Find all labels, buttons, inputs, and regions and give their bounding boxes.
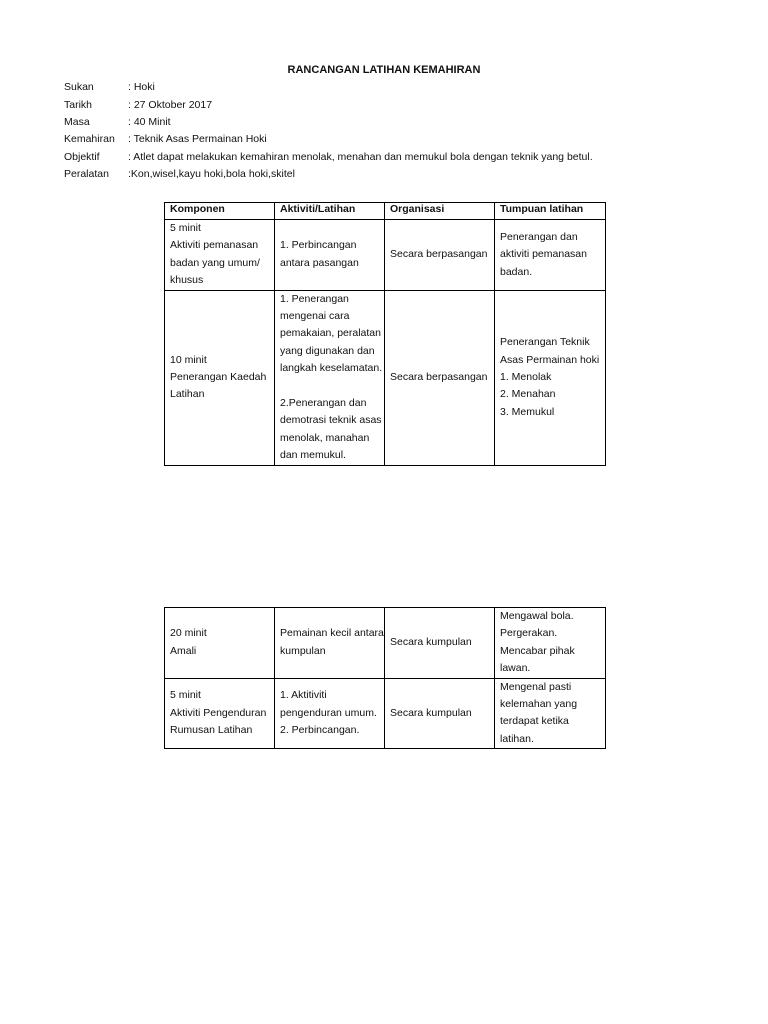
info-row-tarikh <box>64 96 593 113</box>
cell-text-line: pemakaian, peralatan <box>280 327 381 340</box>
cell-text-line: yang digunakan dan <box>280 344 375 357</box>
cell-text-line: 1. Penerangan <box>280 292 349 305</box>
cell-text-line: khusus <box>170 274 204 287</box>
cell-aktiviti <box>275 290 385 465</box>
cell-text-line: kumpulan <box>280 644 326 657</box>
header-aktiviti: Aktiviti/Latihan <box>275 203 385 220</box>
cell-tumpuan <box>495 220 606 291</box>
header-organisasi: Organisasi <box>385 203 495 220</box>
cell-text-line: 2. Perbincangan. <box>280 724 360 737</box>
info-value: :Kon,wisel,kayu hoki,bola hoki,skitel <box>128 168 295 181</box>
info-row-kemahiran <box>64 131 593 148</box>
info-label: Sukan <box>64 81 94 94</box>
cell-text-line: Amali <box>170 644 197 657</box>
cell-aktiviti <box>275 608 385 679</box>
cell-text-line: Rumusan Latihan <box>170 724 253 737</box>
cell-text-line: kelemahan yang <box>500 698 578 711</box>
cell-text-line: Latihan <box>170 388 205 401</box>
cell-text-line: 5 minit <box>170 222 201 234</box>
table-row <box>165 678 606 749</box>
info-row-peralatan <box>64 166 593 183</box>
table-row <box>165 290 606 465</box>
cell-text-line: Pergerakan. <box>500 627 558 640</box>
cell-text-line: 20 minit <box>170 627 207 640</box>
cell-aktiviti <box>275 678 385 749</box>
cell-organisasi <box>385 678 495 749</box>
cell-text-line: badan yang umum/ <box>170 256 260 269</box>
table-header-row <box>165 203 606 220</box>
info-value: : Hoki <box>128 81 155 94</box>
info-block <box>64 79 593 183</box>
cell-text-line: menolak, manahan <box>280 431 370 444</box>
cell-organisasi <box>385 290 495 465</box>
cell-text-line: Penerangan Teknik <box>500 336 590 349</box>
header-komponen: Komponen <box>165 203 275 220</box>
cell-tumpuan <box>495 678 606 749</box>
cell-tumpuan <box>495 608 606 679</box>
cell-text-line: 3. Memukul <box>500 405 555 418</box>
table-row <box>165 608 606 679</box>
info-value: : Atlet dapat melakukan kemahiran menolak, menahan dan memukul bola dengan teknik yang betul. <box>128 150 593 163</box>
cell-komponen <box>165 608 275 679</box>
cell-tumpuan <box>495 290 606 465</box>
cell-organisasi <box>385 220 495 291</box>
document-title: RANCANGAN LATIHAN KEMAHIRAN <box>287 64 481 76</box>
cell-text-line: Secara berpasangan <box>390 370 488 383</box>
cell-text-line: Asas Permainan hoki <box>500 353 600 366</box>
info-label: Tarikh <box>64 98 93 111</box>
info-label: Peralatan <box>64 168 109 181</box>
cell-text-line: antara pasangan <box>280 256 359 269</box>
info-label: Objektif <box>64 150 100 163</box>
header-tumpuan: Tumpuan latihan <box>495 203 606 220</box>
table-row <box>165 220 606 291</box>
cell-text-line: Mengawal bola. <box>500 610 574 622</box>
cell-text-line <box>280 378 379 395</box>
info-row-masa <box>64 114 593 131</box>
cell-text-line: 1. Menolak <box>500 370 552 383</box>
cell-text-line: latihan. <box>500 732 534 745</box>
cell-text-line: Penerangan Kaedah <box>170 370 267 383</box>
cell-text-line: pengenduran umum. <box>280 706 377 719</box>
cell-text-line: Mengenal pasti <box>500 680 572 693</box>
cell-text-line: 1. Perbincangan <box>280 239 357 252</box>
cell-komponen <box>165 678 275 749</box>
training-plan-table <box>164 202 606 466</box>
cell-komponen <box>165 220 275 291</box>
cell-text-line: 10 minit <box>170 353 207 366</box>
cell-text-line: Pemainan kecil antara <box>280 627 384 640</box>
info-value: : 40 Minit <box>128 115 171 128</box>
info-label: Masa <box>64 115 90 128</box>
cell-aktiviti <box>275 220 385 291</box>
cell-text-line: Aktiviti Pengenduran <box>170 706 267 719</box>
info-row-sukan <box>64 79 593 96</box>
cell-text-line: mengenai cara <box>280 310 350 323</box>
cell-komponen <box>165 290 275 465</box>
cell-text-line: Aktiviti pemanasan <box>170 239 259 252</box>
cell-text-line: lawan. <box>500 662 531 675</box>
cell-text-line: demotrasi teknik asas <box>280 414 382 427</box>
info-row-objektif <box>64 149 593 166</box>
cell-text-line: badan. <box>500 265 533 278</box>
cell-text-line: Secara kumpulan <box>390 706 472 719</box>
cell-text-line: aktiviti pemanasan <box>500 248 587 261</box>
cell-text-line: 2. Menahan <box>500 388 556 401</box>
cell-text-line: Secara berpasangan <box>390 248 488 261</box>
cell-text-line: Penerangan dan <box>500 230 578 243</box>
cell-text-line: 2.Penerangan dan <box>280 397 367 410</box>
info-value: : Teknik Asas Permainan Hoki <box>128 133 267 146</box>
cell-text-line: dan memukul. <box>280 449 346 462</box>
info-value: : 27 Oktober 2017 <box>128 98 213 111</box>
training-plan-table-continued <box>164 607 606 749</box>
cell-text-line: Mencabar pihak <box>500 644 575 657</box>
cell-text-line: langkah keselamatan. <box>280 362 383 375</box>
cell-text-line: terdapat ketika <box>500 715 569 728</box>
info-label: Kemahiran <box>64 133 115 146</box>
cell-text-line: Secara kumpulan <box>390 636 472 649</box>
cell-text-line: 1. Aktitiviti <box>280 689 327 702</box>
cell-text-line: 5 minit <box>170 689 201 702</box>
cell-organisasi <box>385 608 495 679</box>
